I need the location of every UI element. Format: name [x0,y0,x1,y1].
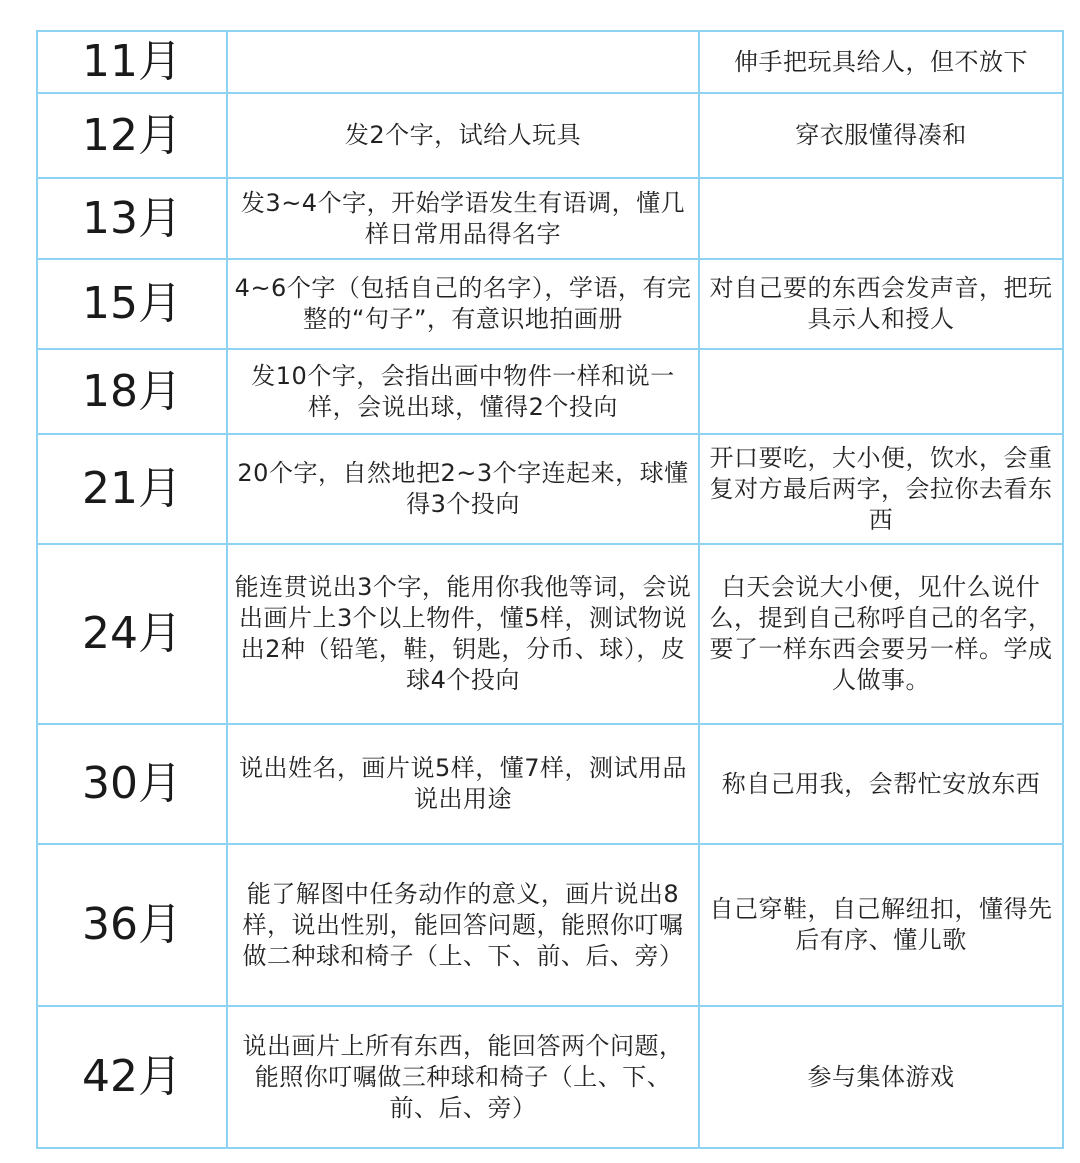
age-cell: 18月 [37,349,227,434]
age-cell: 12月 [37,93,227,178]
language-cell: 发2个字，试给人玩具 [227,93,699,178]
development-milestone-table [36,30,1064,1149]
age-cell: 42月 [37,1006,227,1148]
social-cell: 称自己用我，会帮忙安放东西 [699,724,1063,844]
language-cell: 说出画片上所有东西，能回答两个问题，能照你叮嘱做三种球和椅子（上、下、前、后、旁） [227,1006,699,1148]
table-row [37,724,1063,844]
social-cell: 对自己要的东西会发声音，把玩具示人和授人 [699,259,1063,349]
language-cell: 能连贯说出3个字，能用你我他等词，会说出画片上3个以上物件，懂5样，测试物说出2种（铅笔，鞋，钥匙，分币、球），皮球4个投向 [227,544,699,724]
language-cell: 说出姓名，画片说5样，懂7样，测试用品说出用途 [227,724,699,844]
age-cell: 24月 [37,544,227,724]
social-cell: 参与集体游戏 [699,1006,1063,1148]
age-cell: 11月 [37,31,227,93]
age-cell: 36月 [37,844,227,1006]
language-cell: 能了解图中任务动作的意义，画片说出8样，说出性别，能回答问题，能照你叮嘱做二种球和椅子（上、下、前、后、旁） [227,844,699,1006]
language-cell: 4~6个字（包括自己的名字），学语，有完整的“句子”，有意识地拍画册 [227,259,699,349]
table-row [37,178,1063,259]
table-row [37,434,1063,544]
social-cell: 自己穿鞋，自己解纽扣，懂得先后有序、懂儿歌 [699,844,1063,1006]
language-cell: 发10个字，会指出画中物件一样和说一样，会说出球，懂得2个投向 [227,349,699,434]
language-cell: 20个字，自然地把2~3个字连起来，球懂得3个投向 [227,434,699,544]
table-row [37,349,1063,434]
table-row [37,1006,1063,1148]
table-row [37,844,1063,1006]
social-cell [699,178,1063,259]
age-cell: 21月 [37,434,227,544]
table-row [37,544,1063,724]
milestone-table-wrapper [36,30,1062,1149]
table-row [37,259,1063,349]
age-cell: 13月 [37,178,227,259]
table-row [37,31,1063,93]
age-cell: 30月 [37,724,227,844]
language-cell: 发3~4个字，开始学语发生有语调，懂几样日常用品得名字 [227,178,699,259]
social-cell: 伸手把玩具给人，但不放下 [699,31,1063,93]
language-cell [227,31,699,93]
social-cell: 开口要吃，大小便，饮水，会重复对方最后两字，会拉你去看东西 [699,434,1063,544]
social-cell: 白天会说大小便，见什么说什么，提到自己称呼自己的名字，要了一样东西会要另一样。学成人做事。 [699,544,1063,724]
social-cell [699,349,1063,434]
age-cell: 15月 [37,259,227,349]
table-row [37,93,1063,178]
social-cell: 穿衣服懂得凑和 [699,93,1063,178]
